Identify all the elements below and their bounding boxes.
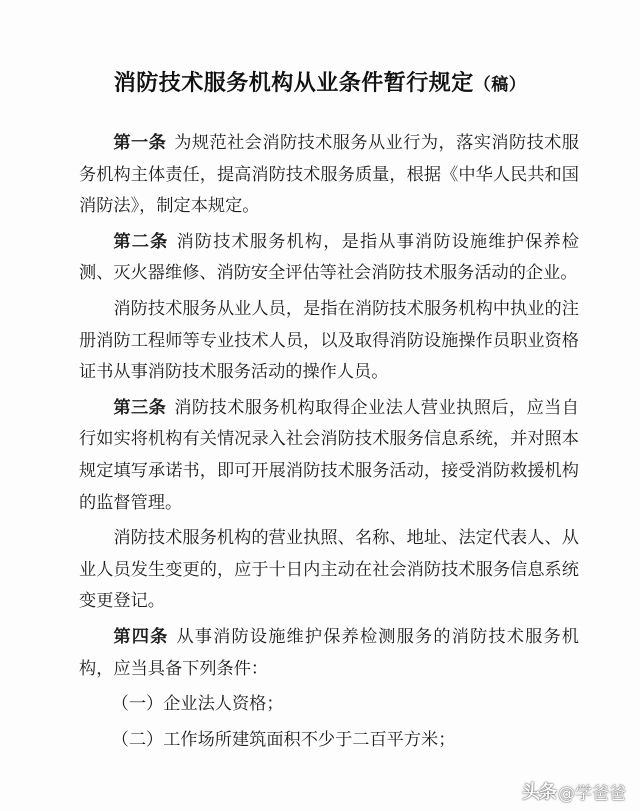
article-4 (79, 622, 579, 685)
article-4-item-1: （一）企业法人资格； (111, 694, 284, 715)
document-body (79, 128, 579, 760)
article-2-paragraph-2-text: 消防技术服务从业人员，是指在消防技术服务机构中执业的注册消防工程师等专业技术人员，以及取得消防设施操作员职业资格证书从事消防技术服务活动的操作人员。 (79, 298, 579, 383)
article-2-text: 消防技术服务机构，是指从事消防设施维护保养检测、灭火器维修、消防安全评估等社会消防技术服务活动的企业。 (79, 231, 579, 284)
article-4-text: 从事消防设施维护保养检测服务的消防技术服务机构，应当具备下列条件： (79, 626, 579, 679)
title-text: 消防技术服务机构从业条件暂行规定 (113, 71, 474, 96)
article-4-item-2: （二）工作场所建筑面积不少于二百平方米； (111, 729, 456, 750)
article-3-label: 第三条 (113, 397, 167, 418)
article-3-paragraph-2 (79, 523, 579, 618)
toutiao-logo: 头条 (522, 782, 556, 803)
article-3-paragraph-2-text: 消防技术服务机构的营业执照、名称、地址、法定代表人、从业人员发生变更的，应于十日内主动在社会消防技术服务信息系统变更登记。 (79, 528, 579, 612)
article-2 (79, 227, 579, 290)
watermark-handle: @学爸爸 (558, 783, 626, 804)
article-1-label: 第一条 (113, 133, 167, 153)
article-2-label: 第二条 (113, 231, 169, 252)
toutiao-watermark (522, 778, 626, 804)
article-2-paragraph-2 (79, 294, 579, 389)
article-3 (79, 393, 579, 519)
article-1-text: 为规范社会消防技术服务从业行为，落实消防技术服务机构主体责任，提高消防技术服务质量，根据《中华人民共和国消防法》，制定本规定。 (79, 133, 579, 217)
article-4-label: 第四条 (113, 626, 169, 647)
title-draft-suffix: （稿） (473, 75, 527, 95)
article-3-text: 消防技术服务机构取得企业法人营业执照后，应当自行如实将机构有关情况录入社会消防技术服务信息系统，并对照本规定填写承诺书，即可开展消防技术服务活动，接受消防救援机构的监督管理。 (79, 397, 579, 513)
article-1 (79, 128, 579, 223)
document-title (0, 66, 640, 97)
